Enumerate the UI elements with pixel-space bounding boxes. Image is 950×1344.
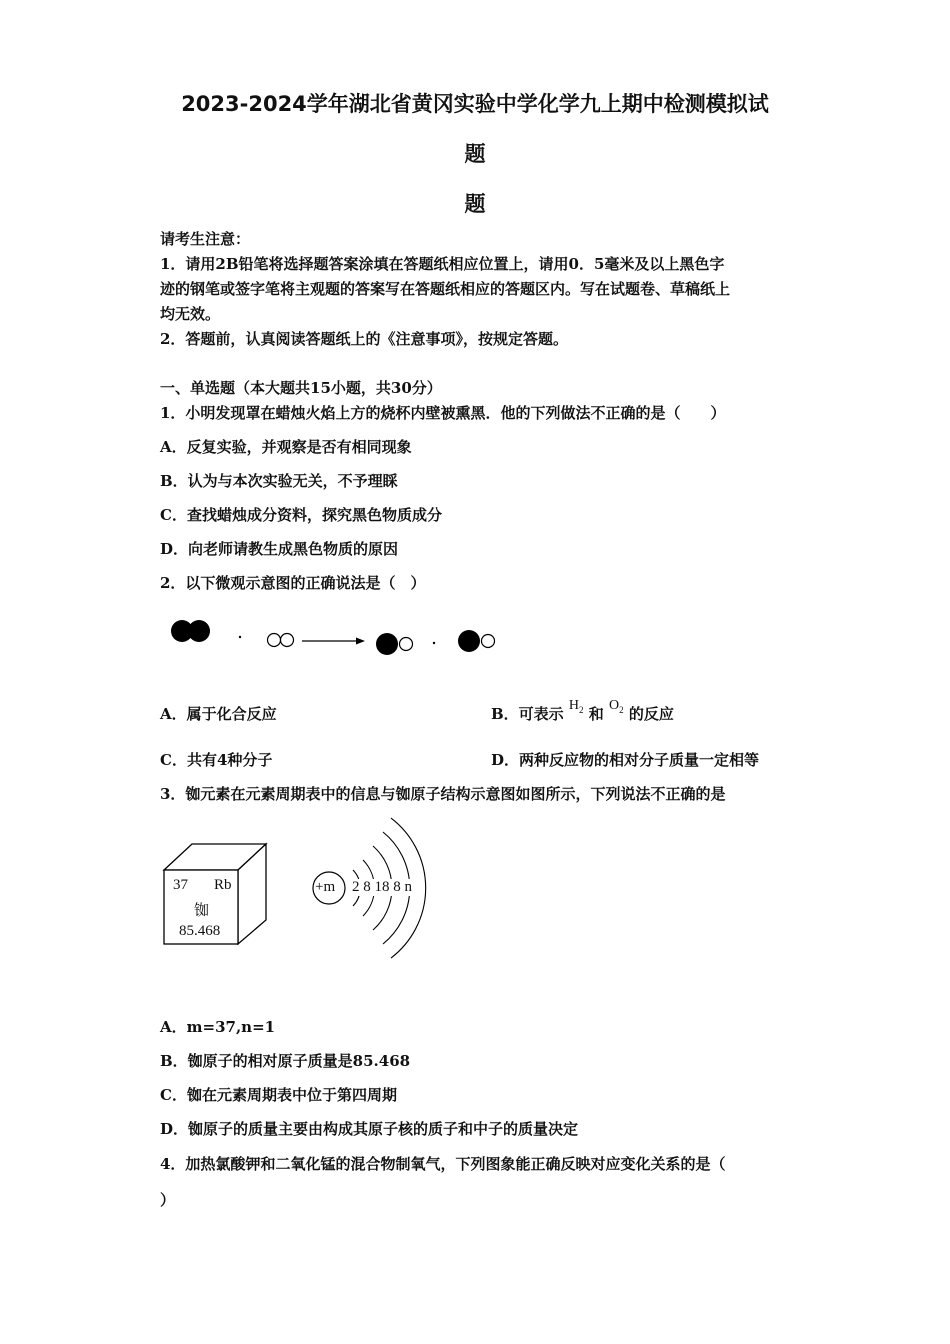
q1-stem: 1．小明发现罩在蜡烛火焰上方的烧杯内壁被熏黑．他的下列做法不正确的是（ ） bbox=[160, 404, 726, 422]
rb-symbol: Rb bbox=[214, 877, 232, 893]
page-title-continued: 题 bbox=[464, 142, 486, 166]
q4-stem-end: ） bbox=[160, 1191, 176, 1209]
section-heading: 一、单选题（本大题共15小题，共30分） bbox=[160, 379, 442, 397]
o-subscript: 2 bbox=[619, 704, 624, 715]
white-atom-icon bbox=[400, 638, 413, 651]
notice-item-1-line-3: 均无效。 bbox=[160, 305, 221, 323]
q2-option-c: C．共有4种分子 bbox=[160, 751, 273, 769]
rb-atomic-mass: 85.468 bbox=[179, 923, 221, 939]
h2-formula bbox=[569, 698, 584, 713]
o2-formula bbox=[609, 698, 624, 713]
q3-option-a: A．m=37,n=1 bbox=[160, 1018, 276, 1036]
page-title-repeat: 题 bbox=[464, 192, 486, 216]
electron-shell-counts: 2 8 18 8 n bbox=[352, 879, 412, 895]
notice-item-1-line-1: 1．请用2B铅笔将选择题答案涂填在答题纸相应位置上，请用0．5毫米及以上黑色字 bbox=[160, 255, 725, 273]
q4-stem: 4．加热氯酸钾和二氧化锰的混合物制氧气，下列图象能正确反映对应变化关系的是（ bbox=[160, 1155, 726, 1173]
black-atom-icon bbox=[458, 630, 480, 652]
q2-stem: 2．以下微观示意图的正确说法是（ ） bbox=[160, 574, 426, 592]
h-symbol: H bbox=[568, 698, 580, 713]
q2-option-d: D．两种反应物的相对分子质量一定相等 bbox=[491, 751, 760, 769]
q3-stem: 3．铷元素在元素周期表中的信息与铷原子结构示意图如图所示，下列说法不正确的是 bbox=[160, 785, 726, 803]
dot-separator-icon bbox=[433, 642, 435, 644]
white-atom-icon bbox=[482, 635, 495, 648]
q3-option-c: C．铷在元素周期表中位于第四周期 bbox=[160, 1086, 397, 1104]
white-atom-icon bbox=[268, 634, 281, 647]
black-atom-icon bbox=[376, 633, 398, 655]
rb-atomic-number: 37 bbox=[173, 877, 188, 893]
black-atom-icon bbox=[188, 620, 210, 642]
q2-option-a: A．属于化合反应 bbox=[160, 705, 277, 723]
notice-item-2: 2．答题前，认真阅读答题纸上的《注意事项》，按规定答题。 bbox=[160, 330, 568, 348]
notice-heading: 请考生注意： bbox=[160, 230, 251, 248]
page-title: 2023-2024学年湖北省黄冈实验中学化学九上期中检测模拟试 bbox=[181, 92, 769, 116]
rb-name: 铷 bbox=[194, 901, 210, 919]
q2-option-b bbox=[491, 698, 674, 725]
q2-option-b-prefix: B．可表示 bbox=[491, 705, 564, 723]
q1-option-b: B．认为与本次实验无关，不予理睬 bbox=[160, 472, 398, 490]
h-subscript: 2 bbox=[579, 704, 584, 715]
o-symbol: O bbox=[609, 698, 620, 713]
q2-option-b-and: 和 bbox=[588, 705, 604, 723]
dot-separator-icon bbox=[239, 636, 241, 638]
q1-option-a: A．反复实验，并观察是否有相同现象 bbox=[160, 438, 412, 456]
q3-option-d: D．铷原子的质量主要由构成其原子核的质子和中子的质量决定 bbox=[160, 1120, 579, 1138]
notice-item-1-line-2: 迹的钢笔或签字笔将主观题的答案写在答题纸相应的答题区内。写在试题卷、草稿纸上 bbox=[160, 280, 731, 298]
q2-option-b-suffix: 的反应 bbox=[628, 705, 674, 723]
q1-option-c: C．查找蜡烛成分资料，探究黑色物质成分 bbox=[160, 506, 442, 524]
q3-option-b: B．铷原子的相对原子质量是85.468 bbox=[160, 1052, 411, 1070]
q1-option-d: D．向老师请教生成黑色物质的原因 bbox=[160, 540, 399, 558]
q2-micro-diagram bbox=[160, 610, 510, 660]
white-atom-icon bbox=[281, 634, 294, 647]
nucleus-charge: +m bbox=[315, 879, 336, 895]
